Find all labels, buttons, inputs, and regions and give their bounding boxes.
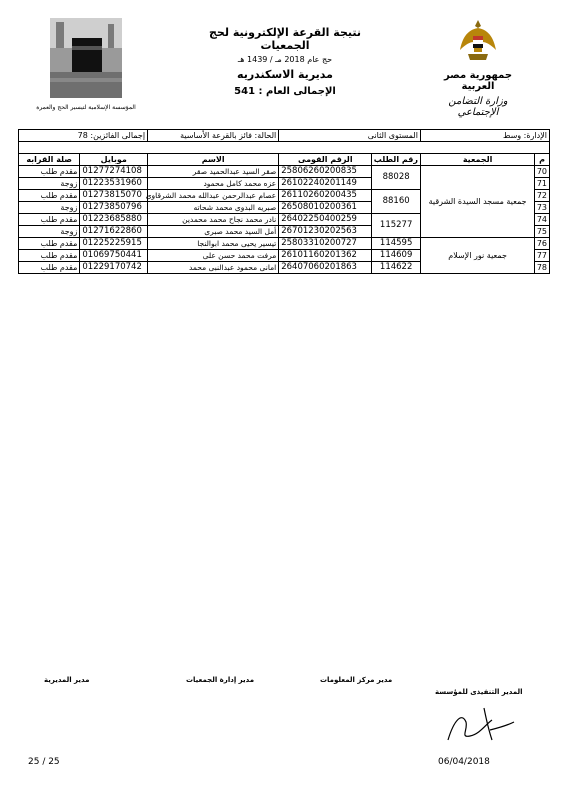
- season-line: حج عام 2018 مـ / 1439 هـ: [237, 55, 333, 64]
- total-count: الإجمالى العام : 541: [234, 86, 336, 97]
- name-cell: عصام عبدالرحمن عبدالله محمد الشرقاوى: [148, 190, 279, 202]
- foundation-logo: [36, 18, 136, 114]
- name-cell: مرفت محمد حسن على: [148, 250, 279, 262]
- row-index: 74: [535, 214, 550, 226]
- col-header-mobile: موبايل: [80, 154, 148, 166]
- name-cell: عزه محمد كامل محمود: [148, 178, 279, 190]
- relation-cell: مقدم طلب: [19, 166, 80, 178]
- relation-cell: زوجة: [19, 226, 80, 238]
- table-row: [19, 238, 550, 250]
- row-index: 73: [535, 202, 550, 214]
- relation-cell: مقدم طلب: [19, 190, 80, 202]
- level-label: المستوى الثانى: [279, 130, 421, 142]
- col-header-index: م: [535, 154, 550, 166]
- relation-cell: زوجة: [19, 202, 80, 214]
- row-index: 77: [535, 250, 550, 262]
- name-cell: صبريه البدوى محمد شحاته: [148, 202, 279, 214]
- ministry-name: وزارة التضامن الإجتماعي: [448, 96, 508, 118]
- row-index: 70: [535, 166, 550, 178]
- mobile-cell: 01223685880: [80, 214, 148, 226]
- signature-societies-manager: مدير إدارة الجمعيات: [186, 676, 255, 684]
- request-no-cell: 88028: [372, 166, 421, 190]
- request-no-cell: 88160: [372, 190, 421, 214]
- row-index: 78: [535, 262, 550, 274]
- admin-label: الإدارة: وسط: [420, 130, 549, 142]
- row-index: 72: [535, 190, 550, 202]
- table-row: [19, 166, 550, 178]
- mobile-cell: 01225225915: [80, 238, 148, 250]
- national-id-cell: 25806260200835: [279, 166, 372, 178]
- request-no-cell: 115277: [372, 214, 421, 238]
- national-id-cell: 26701230202563: [279, 226, 372, 238]
- name-cell: نادر محمد نجاح محمد محمدين: [148, 214, 279, 226]
- request-no-cell: 114609: [372, 250, 421, 262]
- national-id-cell: 25803310200727: [279, 238, 372, 250]
- col-header-national-id: الرقم القومى: [279, 154, 372, 166]
- relation-cell: مقدم طلب: [19, 238, 80, 250]
- national-id-cell: 26407060201863: [279, 262, 372, 274]
- col-header-relation: صلة القرابه: [19, 154, 80, 166]
- national-id-cell: 26102240201149: [279, 178, 372, 190]
- winners-total-label: إجمالى الفائزين: 78: [19, 130, 148, 142]
- col-header-society: الجمعية: [420, 154, 534, 166]
- national-id-cell: 26101160201362: [279, 250, 372, 262]
- national-id-cell: 26508010200361: [279, 202, 372, 214]
- header-title-block: [200, 26, 370, 97]
- mobile-cell: 01273850796: [80, 202, 148, 214]
- kaaba-image-icon: [36, 18, 136, 114]
- mobile-cell: 01229170742: [80, 262, 148, 274]
- page-counter: 25 / 25: [28, 757, 60, 767]
- winners-table: [18, 129, 550, 274]
- status-label: الحالة: فائز بالقرعة الأساسية: [148, 130, 279, 142]
- name-cell: صقر السيد عبدالحميد صقر: [148, 166, 279, 178]
- relation-cell: زوجة: [19, 178, 80, 190]
- mobile-cell: 01069750441: [80, 250, 148, 262]
- spacer-row: [19, 142, 550, 154]
- info-row: [19, 130, 550, 142]
- signature-info-center-manager: مدير مركز المعلومات: [320, 676, 393, 684]
- name-cell: أمل السيد محمد صبرى: [148, 226, 279, 238]
- society-cell: جمعية نور الإسلام: [420, 238, 534, 274]
- mobile-cell: 01271622860: [80, 226, 148, 238]
- document-title: نتيجة القرعة الإلكترونية لحج الجمعيات: [209, 26, 361, 52]
- handwritten-signature: [440, 700, 520, 750]
- eagle-emblem-icon: [458, 18, 498, 64]
- col-header-request-no: رقم الطلب: [372, 154, 421, 166]
- mobile-cell: 01273815070: [80, 190, 148, 202]
- relation-cell: مقدم طلب: [19, 214, 80, 226]
- mobile-cell: 01223531960: [80, 178, 148, 190]
- signature-directorate-manager: مدير المديرية: [44, 676, 90, 684]
- country-name: جمهورية مصر العربية: [443, 70, 513, 92]
- mobile-cell: 01277274108: [80, 166, 148, 178]
- table-header-row: [19, 154, 550, 166]
- row-index: 75: [535, 226, 550, 238]
- relation-cell: مقدم طلب: [19, 250, 80, 262]
- print-date: 06/04/2018: [438, 757, 490, 767]
- signature-executive-director: المدير التنفيذى للمؤسسة: [435, 688, 523, 696]
- national-id-cell: 26110260200435: [279, 190, 372, 202]
- society-cell: جمعية مسجد السيدة الشرقية: [420, 166, 534, 238]
- col-header-name: الاسم: [148, 154, 279, 166]
- name-cell: امانى محمود عبدالنبى محمد: [148, 262, 279, 274]
- foundation-logo-text: المؤسسة الإسلامية لتيسير الحج والعمرة: [36, 104, 136, 111]
- row-index: 76: [535, 238, 550, 250]
- relation-cell: مقدم طلب: [19, 262, 80, 274]
- request-no-cell: 114595: [372, 238, 421, 250]
- name-cell: تيسير يحيى محمد ابوالنجا: [148, 238, 279, 250]
- request-no-cell: 114622: [372, 262, 421, 274]
- ministry-logo: [428, 18, 528, 118]
- national-id-cell: 26402250400259: [279, 214, 372, 226]
- directorate-name: مديرية الاسكندريه: [237, 68, 333, 81]
- row-index: 71: [535, 178, 550, 190]
